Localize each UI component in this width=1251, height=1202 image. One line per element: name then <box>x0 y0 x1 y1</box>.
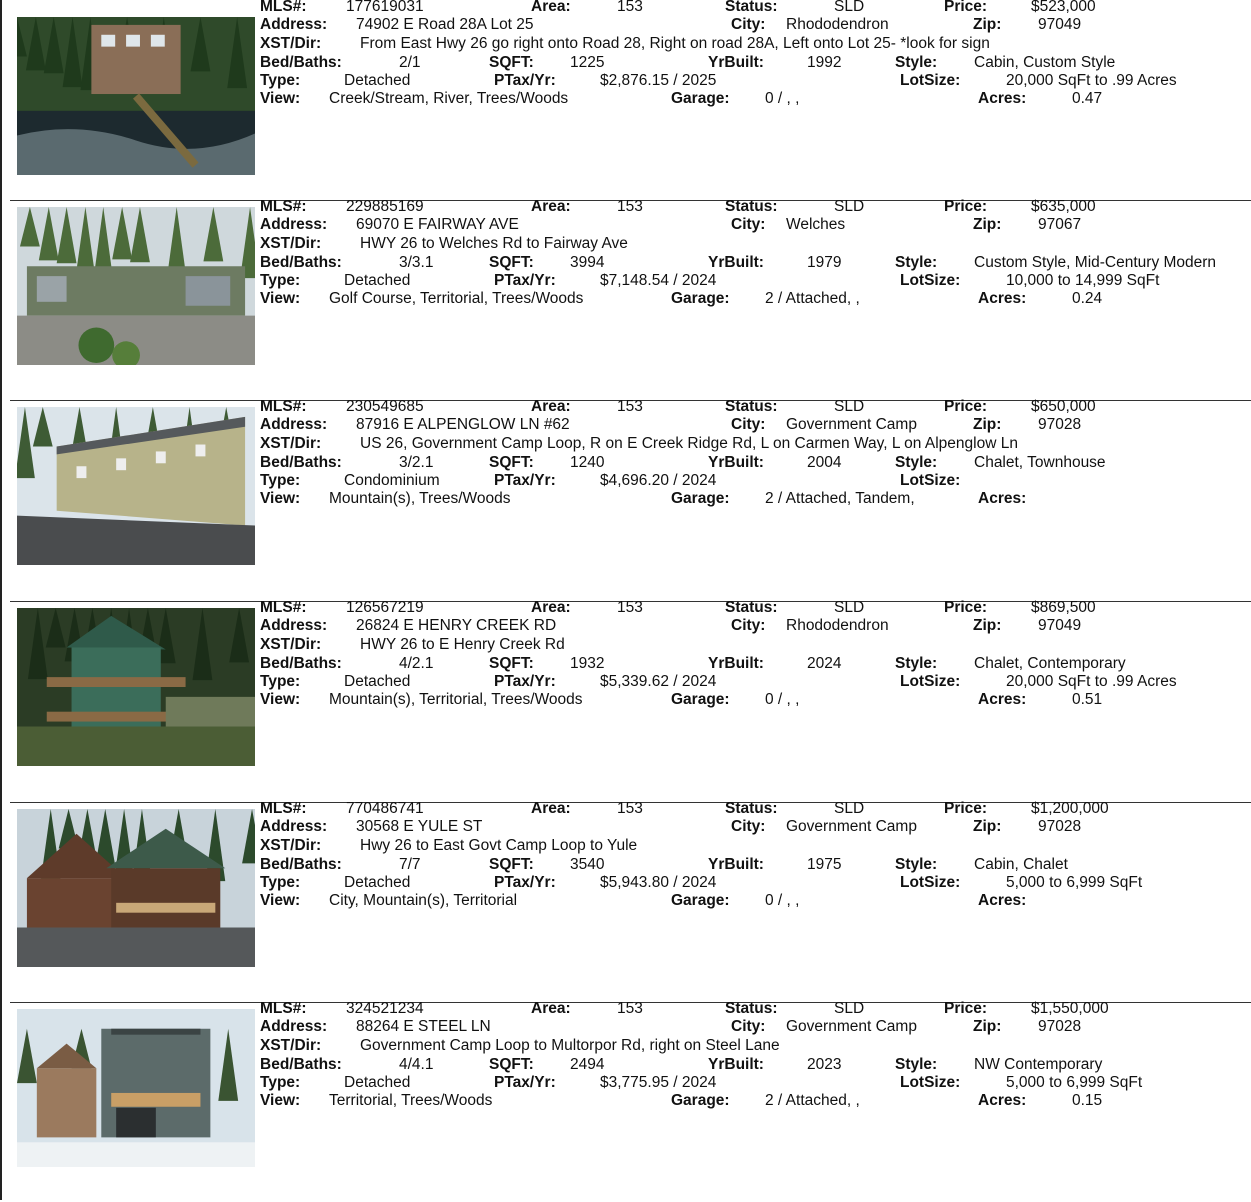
type-value: Detached <box>344 72 411 89</box>
price-label: Price: <box>944 198 988 215</box>
yrbuilt-label: YrBuilt: <box>708 54 764 71</box>
ptax-label: PTax/Yr: <box>494 472 556 489</box>
mls-value: 770486741 <box>346 800 424 817</box>
view-value: Territorial, Trees/Woods <box>329 1092 493 1109</box>
type-label: Type: <box>260 72 301 89</box>
price-label: Price: <box>944 599 988 616</box>
style-label: Style: <box>895 655 938 672</box>
bedbaths-label: Bed/Baths: <box>260 54 342 71</box>
style-label: Style: <box>895 1056 938 1073</box>
type-label: Type: <box>260 272 301 289</box>
garage-label: Garage: <box>671 1092 730 1109</box>
bedbaths-value: 3/2.1 <box>399 454 434 471</box>
xst-value: From East Hwy 26 go right onto Road 28, Right on road 28A, Left onto Lot 25- *look for sign <box>360 35 990 52</box>
yrbuilt-label: YrBuilt: <box>708 655 764 672</box>
type-label: Type: <box>260 472 301 489</box>
city-value: Rhododendron <box>786 617 889 634</box>
style-value: Chalet, Townhouse <box>974 454 1106 471</box>
price-value: $1,550,000 <box>1031 1000 1109 1017</box>
type-value: Detached <box>344 673 411 690</box>
sqft-label: SQFT: <box>489 54 534 71</box>
city-label: City: <box>731 1018 766 1035</box>
garage-label: Garage: <box>671 892 730 909</box>
acres-label: Acres: <box>978 892 1027 909</box>
view-value: Creek/Stream, River, Trees/Woods <box>329 90 569 107</box>
status-value: SLD <box>834 1000 865 1017</box>
type-label: Type: <box>260 874 301 891</box>
yrbuilt-value: 2024 <box>807 655 842 672</box>
acres-value: 0.15 <box>1072 1092 1103 1109</box>
address-label: Address: <box>260 16 328 33</box>
zip-label: Zip: <box>973 818 1002 835</box>
status-label: Status: <box>725 1000 778 1017</box>
price-value: $523,000 <box>1031 0 1096 15</box>
mls-value: 126567219 <box>346 599 424 616</box>
sqft-value: 2494 <box>570 1056 605 1073</box>
bedbaths-value: 4/4.1 <box>399 1056 434 1073</box>
mls-value: 230549685 <box>346 398 424 415</box>
type-value: Detached <box>344 874 411 891</box>
area-label: Area: <box>531 1000 571 1017</box>
zip-value: 97028 <box>1038 416 1082 433</box>
acres-label: Acres: <box>978 90 1027 107</box>
lotsize-label: LotSize: <box>900 1074 961 1091</box>
view-value: Golf Course, Territorial, Trees/Woods <box>329 290 584 307</box>
style-value: Cabin, Chalet <box>974 856 1068 873</box>
lotsize-value: 5,000 to 6,999 SqFt <box>1006 1074 1143 1091</box>
yrbuilt-value: 1992 <box>807 54 842 71</box>
price-value: $1,200,000 <box>1031 800 1109 817</box>
yrbuilt-label: YrBuilt: <box>708 454 764 471</box>
city-value: Government Camp <box>786 818 917 835</box>
sqft-value: 1225 <box>570 54 605 71</box>
xst-label: XST/Dir: <box>260 435 322 452</box>
city-label: City: <box>731 216 766 233</box>
bedbaths-label: Bed/Baths: <box>260 856 342 873</box>
address-value: 26824 E HENRY CREEK RD <box>356 617 557 634</box>
style-value: NW Contemporary <box>974 1056 1103 1073</box>
garage-value: 0 / , , <box>765 691 800 708</box>
mls-label: MLS#: <box>260 398 307 415</box>
address-label: Address: <box>260 416 328 433</box>
zip-label: Zip: <box>973 216 1002 233</box>
ptax-label: PTax/Yr: <box>494 874 556 891</box>
ptax-value: $7,148.54 / 2024 <box>600 272 717 289</box>
listing-photo[interactable] <box>17 608 255 766</box>
listing-2 <box>0 200 1251 400</box>
status-value: SLD <box>834 198 865 215</box>
city-label: City: <box>731 617 766 634</box>
acres-value: 0.24 <box>1072 290 1103 307</box>
mls-label: MLS#: <box>260 599 307 616</box>
zip-value: 97049 <box>1038 617 1082 634</box>
garage-value: 2 / Attached, Tandem, <box>765 490 915 507</box>
yrbuilt-label: YrBuilt: <box>708 856 764 873</box>
address-value: 87916 E ALPENGLOW LN #62 <box>356 416 570 433</box>
address-value: 30568 E YULE ST <box>356 818 483 835</box>
area-label: Area: <box>531 800 571 817</box>
price-value: $650,000 <box>1031 398 1096 415</box>
bedbaths-label: Bed/Baths: <box>260 1056 342 1073</box>
area-label: Area: <box>531 599 571 616</box>
ptax-label: PTax/Yr: <box>494 272 556 289</box>
area-label: Area: <box>531 398 571 415</box>
xst-value: HWY 26 to E Henry Creek Rd <box>360 636 565 653</box>
yrbuilt-value: 2004 <box>807 454 842 471</box>
listing-6 <box>0 1002 1251 1202</box>
yrbuilt-value: 2023 <box>807 1056 842 1073</box>
garage-value: 2 / Attached, , <box>765 290 860 307</box>
lotsize-value: 5,000 to 6,999 SqFt <box>1006 874 1143 891</box>
area-label: Area: <box>531 198 571 215</box>
city-value: Rhododendron <box>786 16 889 33</box>
listing-photo[interactable] <box>17 809 255 967</box>
view-label: View: <box>260 90 301 107</box>
style-value: Custom Style, Mid-Century Modern <box>974 254 1217 271</box>
price-value: $635,000 <box>1031 198 1096 215</box>
ptax-label: PTax/Yr: <box>494 1074 556 1091</box>
area-value: 153 <box>617 800 643 817</box>
acres-value: 0.47 <box>1072 90 1103 107</box>
price-label: Price: <box>944 398 988 415</box>
bedbaths-value: 4/2.1 <box>399 655 434 672</box>
view-label: View: <box>260 892 301 909</box>
lotsize-value: 10,000 to 14,999 SqFt <box>1006 272 1160 289</box>
area-value: 153 <box>617 1000 643 1017</box>
address-value: 69070 E FAIRWAY AVE <box>356 216 519 233</box>
garage-label: Garage: <box>671 490 730 507</box>
zip-value: 97049 <box>1038 16 1082 33</box>
sqft-value: 1240 <box>570 454 605 471</box>
style-label: Style: <box>895 454 938 471</box>
zip-label: Zip: <box>973 16 1002 33</box>
area-value: 153 <box>617 198 643 215</box>
acres-label: Acres: <box>978 1092 1027 1109</box>
price-label: Price: <box>944 0 988 15</box>
bedbaths-value: 3/3.1 <box>399 254 434 271</box>
listing-4 <box>0 601 1251 801</box>
status-label: Status: <box>725 800 778 817</box>
view-value: City, Mountain(s), Territorial <box>329 892 518 909</box>
city-value: Government Camp <box>786 1018 917 1035</box>
garage-label: Garage: <box>671 691 730 708</box>
view-label: View: <box>260 1092 301 1109</box>
type-label: Type: <box>260 1074 301 1091</box>
listing-photo[interactable] <box>17 17 255 175</box>
zip-value: 97028 <box>1038 818 1082 835</box>
ptax-value: $4,696.20 / 2024 <box>600 472 717 489</box>
xst-value: Hwy 26 to East Govt Camp Loop to Yule <box>360 837 638 854</box>
area-value: 153 <box>617 0 643 15</box>
view-value: Mountain(s), Territorial, Trees/Woods <box>329 691 583 708</box>
sqft-value: 3994 <box>570 254 605 271</box>
zip-label: Zip: <box>973 617 1002 634</box>
view-label: View: <box>260 290 301 307</box>
address-label: Address: <box>260 1018 328 1035</box>
area-value: 153 <box>617 599 643 616</box>
view-label: View: <box>260 490 301 507</box>
address-label: Address: <box>260 818 328 835</box>
sqft-label: SQFT: <box>489 1056 534 1073</box>
mls-value: 324521234 <box>346 1000 424 1017</box>
status-value: SLD <box>834 398 865 415</box>
style-label: Style: <box>895 856 938 873</box>
mls-label: MLS#: <box>260 1000 307 1017</box>
xst-label: XST/Dir: <box>260 35 322 52</box>
ptax-value: $5,943.80 / 2024 <box>600 874 717 891</box>
ptax-label: PTax/Yr: <box>494 673 556 690</box>
listing-photo[interactable] <box>17 207 255 365</box>
sqft-value: 1932 <box>570 655 605 672</box>
yrbuilt-value: 1975 <box>807 856 842 873</box>
style-value: Cabin, Custom Style <box>974 54 1116 71</box>
status-value: SLD <box>834 599 865 616</box>
status-label: Status: <box>725 198 778 215</box>
city-label: City: <box>731 818 766 835</box>
area-value: 153 <box>617 398 643 415</box>
mls-value: 177619031 <box>346 0 424 15</box>
lotsize-value: 20,000 SqFt to .99 Acres <box>1006 673 1177 690</box>
bedbaths-value: 7/7 <box>399 856 421 873</box>
type-value: Detached <box>344 272 411 289</box>
xst-label: XST/Dir: <box>260 1037 322 1054</box>
ptax-value: $3,775.95 / 2024 <box>600 1074 717 1091</box>
lotsize-label: LotSize: <box>900 874 961 891</box>
price-label: Price: <box>944 800 988 817</box>
garage-value: 0 / , , <box>765 892 800 909</box>
listing-5 <box>0 802 1251 1002</box>
bedbaths-label: Bed/Baths: <box>260 655 342 672</box>
view-label: View: <box>260 691 301 708</box>
lotsize-value: 20,000 SqFt to .99 Acres <box>1006 72 1177 89</box>
ptax-value: $2,876.15 / 2025 <box>600 72 717 89</box>
ptax-label: PTax/Yr: <box>494 72 556 89</box>
lotsize-label: LotSize: <box>900 673 961 690</box>
lotsize-label: LotSize: <box>900 72 961 89</box>
type-value: Condominium <box>344 472 440 489</box>
price-label: Price: <box>944 1000 988 1017</box>
garage-value: 0 / , , <box>765 90 800 107</box>
mls-label: MLS#: <box>260 198 307 215</box>
style-label: Style: <box>895 254 938 271</box>
status-value: SLD <box>834 800 865 817</box>
yrbuilt-label: YrBuilt: <box>708 254 764 271</box>
address-value: 74902 E Road 28A Lot 25 <box>356 16 534 33</box>
style-label: Style: <box>895 54 938 71</box>
bedbaths-label: Bed/Baths: <box>260 454 342 471</box>
address-label: Address: <box>260 617 328 634</box>
xst-label: XST/Dir: <box>260 636 322 653</box>
address-label: Address: <box>260 216 328 233</box>
listing-photo[interactable] <box>17 407 255 565</box>
garage-value: 2 / Attached, , <box>765 1092 860 1109</box>
xst-label: XST/Dir: <box>260 837 322 854</box>
area-label: Area: <box>531 0 571 15</box>
sqft-label: SQFT: <box>489 254 534 271</box>
acres-label: Acres: <box>978 691 1027 708</box>
price-value: $869,500 <box>1031 599 1096 616</box>
mls-label: MLS#: <box>260 800 307 817</box>
xst-value: Government Camp Loop to Multorpor Rd, right on Steel Lane <box>360 1037 780 1054</box>
yrbuilt-label: YrBuilt: <box>708 1056 764 1073</box>
zip-value: 97067 <box>1038 216 1082 233</box>
mls-value: 229885169 <box>346 198 424 215</box>
style-value: Chalet, Contemporary <box>974 655 1126 672</box>
yrbuilt-value: 1979 <box>807 254 842 271</box>
listing-3 <box>0 400 1251 600</box>
acres-label: Acres: <box>978 290 1027 307</box>
lotsize-label: LotSize: <box>900 272 961 289</box>
acres-value: 0.51 <box>1072 691 1103 708</box>
view-value: Mountain(s), Trees/Woods <box>329 490 511 507</box>
xst-value: US 26, Government Camp Loop, R on E Creek Ridge Rd, L on Carmen Way, L on Alpenglow Ln <box>360 435 1018 452</box>
ptax-value: $5,339.62 / 2024 <box>600 673 717 690</box>
type-value: Detached <box>344 1074 411 1091</box>
city-label: City: <box>731 416 766 433</box>
xst-value: HWY 26 to Welches Rd to Fairway Ave <box>360 235 628 252</box>
garage-label: Garage: <box>671 290 730 307</box>
address-value: 88264 E STEEL LN <box>356 1018 491 1035</box>
status-value: SLD <box>834 0 865 15</box>
city-value: Government Camp <box>786 416 917 433</box>
sqft-label: SQFT: <box>489 856 534 873</box>
status-label: Status: <box>725 398 778 415</box>
sqft-label: SQFT: <box>489 655 534 672</box>
garage-label: Garage: <box>671 90 730 107</box>
city-value: Welches <box>786 216 846 233</box>
zip-label: Zip: <box>973 416 1002 433</box>
bedbaths-value: 2/1 <box>399 54 421 71</box>
sqft-value: 3540 <box>570 856 605 873</box>
zip-label: Zip: <box>973 1018 1002 1035</box>
listing-photo[interactable] <box>17 1009 255 1167</box>
acres-label: Acres: <box>978 490 1027 507</box>
status-label: Status: <box>725 599 778 616</box>
city-label: City: <box>731 16 766 33</box>
zip-value: 97028 <box>1038 1018 1082 1035</box>
lotsize-label: LotSize: <box>900 472 961 489</box>
mls-label: MLS#: <box>260 0 307 15</box>
sqft-label: SQFT: <box>489 454 534 471</box>
bedbaths-label: Bed/Baths: <box>260 254 342 271</box>
status-label: Status: <box>725 0 778 15</box>
xst-label: XST/Dir: <box>260 235 322 252</box>
listing-1 <box>0 0 1251 200</box>
type-label: Type: <box>260 673 301 690</box>
